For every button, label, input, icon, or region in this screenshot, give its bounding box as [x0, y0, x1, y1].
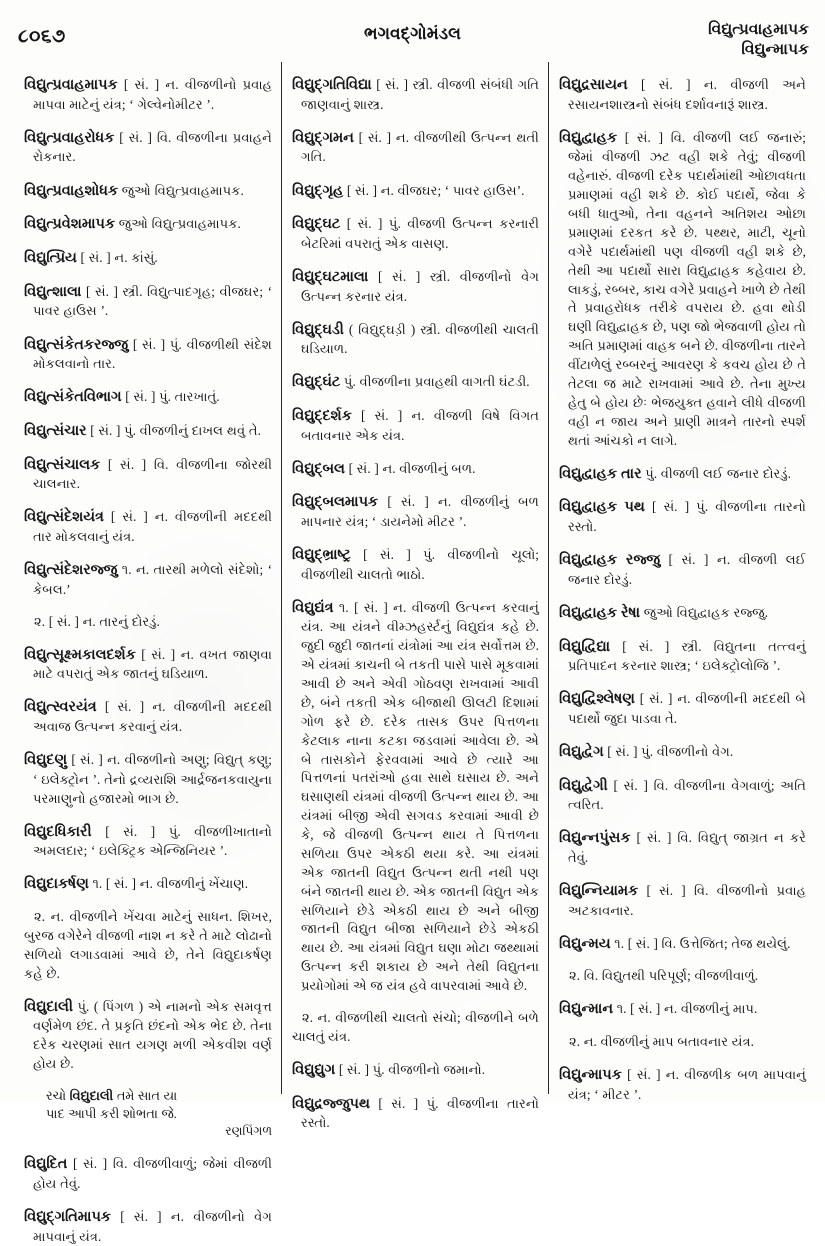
dictionary-entry	[24, 248, 272, 269]
dictionary-entry	[24, 128, 272, 167]
dictionary-column-2	[281, 62, 548, 1131]
dictionary-entry	[24, 697, 272, 736]
entry-definition: [ સં. ] વિ. વીજળીના વેગવાળું; અતિ ત્વરિત.	[567, 777, 806, 813]
dictionary-entry	[292, 75, 539, 114]
running-head	[0, 14, 825, 60]
entry-headword: વિદ્યુત્સ્વરયંત્ર	[24, 699, 97, 716]
entry-headword: વિદ્યુદ્બલમાપક	[291, 494, 379, 511]
dictionary-entry	[292, 598, 539, 996]
entry-definition: [ સં. ] વિ. વીજળીનો પ્રવાહ અટકાવનાર.	[567, 882, 806, 918]
entry-sense-continuation: ૨. [ સં. ] ન. તારનું દોરડું.	[34, 613, 160, 629]
dictionary-entry	[24, 1207, 272, 1246]
dictionary-entry	[559, 999, 806, 1020]
dictionary-entry	[24, 874, 272, 895]
entry-definition: [ સં. ] ન. વીજળીનું બળ.	[344, 460, 476, 476]
entry-definition: ૧. [ સં. ] ન. વીજળીનું ખેંચાણ.	[88, 876, 249, 892]
entry-headword: વિદ્યુદ્દર્શક	[291, 408, 352, 425]
dictionary-entry	[559, 776, 806, 815]
dictionary-entry	[24, 181, 272, 202]
entry-headword: વિદ્યુદાલી	[24, 998, 73, 1015]
page-number: ૮૦૬૭	[18, 26, 66, 47]
entry-headword: વિદ્યુત્શાલા	[24, 283, 82, 300]
book-title: ભગવદ્ગોમંડલ	[364, 24, 461, 43]
dictionary-entry	[24, 214, 272, 235]
entry-headword: વિદ્યુત્સંચાલક	[24, 456, 101, 473]
dictionary-entry	[24, 997, 272, 1074]
entry-definition: [ સં. ] પું. વીજળીનો ચૂલો; વીજળીથી ચાલતો ભાઠો.	[300, 547, 539, 582]
entry-headword: વિદ્યુદ્વાહક	[558, 129, 618, 146]
dictionary-entry	[292, 459, 539, 480]
entry-headword: વિદ્યુત્સૂક્ષ્મકાલદર્શક	[24, 646, 136, 663]
entry-definition: [ સં. ] ન. વીજળી લઈ જનાર દોરડું.	[567, 552, 806, 587]
entry-headword: વિદ્યુદ્રસાયન	[558, 77, 628, 94]
entry-headword: વિદ્યુન્નિયામક	[558, 882, 639, 899]
dictionary-entry	[292, 214, 539, 253]
entry-headword: વિદ્યુત્પ્રવેશમાપક	[24, 216, 116, 233]
entry-definition: [ સં. ] સ્ત્રી. વિદ્યુત્પાદગૃહ; વીજઘર; ‘ પાવર હાઉસ ’.	[33, 283, 272, 319]
entry-headword: વિદ્યુદ્ઘંટ	[291, 374, 341, 391]
entry-headword: વિદ્યુદ્વાહક રેષા	[558, 604, 641, 621]
dictionary-entry	[292, 181, 539, 202]
dictionary-entry	[292, 1060, 539, 1081]
verse-line-2: પાદ આપી કરી શોભતા જે.	[46, 1107, 177, 1122]
entry-headword: વિદ્યુદ્ગમન	[291, 129, 354, 146]
entry-definition: ( વિદ્યુદ્ઘડ઼ી ) સ્ત્રી. વીજળીથી ચાલતી ઘડિયાળ.	[300, 321, 539, 357]
dictionary-entry	[24, 645, 272, 684]
dictionary-entry	[24, 282, 272, 321]
dictionary-entry	[24, 822, 272, 861]
entry-definition: [ સં. ] પું. વીજળીના તારનો રસ્તો.	[567, 499, 806, 534]
verse-prefix: રચો	[46, 1088, 70, 1103]
dictionary-entry	[292, 492, 539, 531]
dictionary-entry	[559, 934, 806, 955]
entry-headword: વિદ્યુદ્વિશ્લેષણ	[558, 691, 635, 708]
entry-definition: [ સં. ] વિ. વિદ્યુત્ જાગ્રત ન કરે તેવું.	[567, 830, 806, 865]
entry-verse-quotation	[24, 1087, 272, 1141]
entry-headword: વિદ્યુદ્વેગી	[558, 777, 608, 794]
dictionary-entry	[292, 320, 539, 359]
entry-definition: [ સં. ] ન. વીજળીનું બળ માપનાર યંત્ર; ‘ ડાયનેમો મીટર ’.	[300, 494, 539, 530]
entry-definition: ૧. ન. તારથી મળેલો સંદેશો; ‘ કેબલ.’	[33, 562, 272, 597]
entry-definition: [ સં. ] ન. વીજળીનો અણુ; વિદ્યુત્ કણુ; ‘ ઇલેક્ટ્રોન ’. તેનો દ્રવ્યરાશિ આર્દ્રજનકવાયુના પરમાણુનો હજારમો ભાગ છે.	[33, 752, 272, 806]
dictionary-entry	[292, 1094, 539, 1133]
entry-definition: ૧. [ સં. ] ન. વીજળી ઉત્પન્ન કરવાનું યંત્ર. આ યંત્રને વીમ્ઝહર્સ્ટનું વિદ્યુદ્યંત્ર કહે છે. જુદી જુદી જાતનાં યંત્રોમાં આ યંત્ર સર્વોત્તમ છે. એ યંત્રમાં કાચની બે તકતી પાસે પાસે મૂકવામાં આવી છે અને એવી ગોઠવણ રાખવામાં આવી છે, બંને તકતી એક બીજાથી ઊલટી દિશામાં ગોળ ફરે છે. દરેક તાસક ઉપર પિત્તળના કેટલાક નાના કટકા જડવામાં આવેલા છે. એ બે તાસકોને ફેરવવામાં આવે છે ત્યારે આ પિત્તળનાં પતરાંઓ હવા સાથે ઘસાય છે. અને ઘસાણથી યંત્રમાં વીજળી ઉત્પન્ન થાય છે. આ યંત્રમાં બીજી એવી સગવડ કરવામાં આવી છે કે, જે વીજળી ઉત્પન્ન થાય તે પિત્તળના સળિયા ઉપર એકઠી થયા કરે. આ યંત્રમાં એક જાતની વિદ્યુત ઉત્પન્ન થતી નથી પણ બંને જાતની થાય છે. એક જાતની વિદ્યુત એક સળિયાને છેડે એકઠી થાય છે અને બીજી જાતની વિદ્યુત બીજા સળિયાને છેડે એકઠી થાય છે. આ યંત્રમાં વિદ્યુત ઘણા મોટા જથ્થામાં ઉત્પન્ન કરી શકાય છે અને તેથી વિદ્યુતના પ્રયોગોમાં એ જ યંત્ર હવે વાપરવામાં આવે છે.	[300, 599, 539, 993]
dictionary-entry	[559, 128, 806, 451]
entry-headword: વિદ્યુત્સંકેતવિભાગ	[24, 389, 122, 406]
entry-definition: [ સં. ] ન. વીજળીનો વેગ માપવાનું યંત્ર.	[33, 1208, 272, 1244]
entry-headword: વિદ્યુત્સંદેશરજ્જુ	[24, 562, 118, 579]
entry-definition: [ સં. ] સ્ત્રી. વિદ્યુતના તત્ત્વનું પ્રતિપાદન કરનાર શાસ્ત્ર; ‘ ઇલેક્ટ્રોલોજિ ’.	[567, 638, 806, 674]
entry-definition: [ સં. ] ન. વીજળીથી ઉત્પન્ન થતી ગતિ.	[300, 129, 539, 165]
entry-headword: વિદ્યુદધિકારી	[24, 823, 92, 840]
guide-word-first: વિદ્યુત્પ્રવાહમાપક	[708, 21, 809, 38]
dictionary-entry	[559, 497, 806, 536]
entry-headword: વિદ્યુન્મય	[558, 935, 611, 952]
entry-definition: [ સં. ] પું. વીજળીનું દાખલ થવું તે.	[86, 422, 261, 438]
entry-definition: [ સં. ] પું. વીજળીખાતાનો અમલદાર; ‘ ઇલેક્ટ્રિક એન્જિનિયર ’.	[33, 823, 272, 859]
dictionary-entry	[24, 335, 272, 374]
dictionary-entry	[24, 387, 272, 408]
entry-headword: વિદ્યુદ્ઘટ	[291, 216, 341, 233]
dictionary-entry	[24, 75, 272, 114]
dictionary-entry	[559, 1065, 806, 1104]
dictionary-entry	[292, 372, 539, 393]
dictionary-column-3	[548, 62, 815, 1102]
entry-definition: [ સં. ] પું. વીજળી ઉત્પન્ન કરનારી બેટરિમાં વપરાતું એક વાસણ.	[300, 216, 539, 251]
entry-definition: [ સં. ] ન. વીજળી વિષે વિગત બતાવનાર એક યંત્ર.	[300, 408, 539, 443]
entry-definition: [ સં. ] વિ. વીજળી લઈ જનારું; જેમાં વીજળી ઝટ વહી શકે તેવું; વીજળી વહેનારું. વીજળી દરેક પદાર્થમાંથી ઓછાવધતા પ્રમાણમાં વહી શકે છે. કોઈ પદાર્થે, જેવા કે બધી ધાતુઓ, તેના વહનને અતિશય ઓછા પ્રમાણમાં દરકત કરે છે. પથ્થર, માટી, ચૂનો વગેરે પદાર્થમાંથી પણ વીજળી વહી શકે છે, તેથી આ પદાર્થો સારા વિદ્યુદ્વાહક કહેવાય છે. લાકડું, રબ્બર, કાચ વગેરે પ્રવાહને ખાળે છે તેથી તે પ્રવાહરોધક તરીકે વપરાય છે. હવા થોડી ઘણી વિદ્યુદ્વાહક છે, પણ જો ભેજવાળી હોય તો અતિ પ્રમાણમાં વાહક બને છે. વીજળીના તારને વીંટાળેલું રબ્બરનું આવરણ કે કવચ હોય છે તે તેટલા જ માટે રાખવામાં આવે છે. તેના મુખ્ય હેતુ બે હોય છેઃ ભેજયુક્ત હવાને લીધે વીજળી વહી ન જાય અને પ્રાણી માત્રને તારનો સ્પર્શ થતાં આંચકો ન લાગે.	[567, 129, 806, 448]
entry-definition: [ સં. ] ન. વીજળીની મદદથી બે પદાર્થો જુદા પાડવા તે.	[567, 691, 806, 726]
entry-headword: વિદ્યુદ્બલ	[291, 460, 345, 477]
entry-definition: પું. વીજળી લઈ જનાર દોરડું.	[641, 465, 791, 481]
entry-definition: [ સં. ] ન. વીજઘર; ‘ પાવર હાઉસ’.	[343, 182, 525, 198]
entry-definition: ૧. [ સં. ] વિ. ઉત્તેજિત; તેજ થયેલું.	[610, 935, 791, 951]
entry-headword: વિદ્યુત્સંકેતકરજ્જુ	[24, 336, 129, 353]
dictionary-entry	[559, 603, 806, 624]
entry-headword: વિદ્યુદ્ઘટમાલા	[291, 268, 369, 285]
entry-definition: [ સં. ] વિ. વીજળીના પ્રવાહને રોકનાર.	[33, 129, 272, 165]
entry-definition: [ સં. ] ન. વખત જાણવા માટે વપરાતું એક જાતનું ઘડિયાળ.	[33, 646, 272, 682]
entry-headword: વિદ્યુદ્યુગ	[291, 1062, 336, 1078]
dictionary-entry	[292, 406, 539, 445]
entry-definition: [ સં. ] પું. વીજળીથી સંદેશ મોકલવાનો તાર.	[33, 336, 272, 372]
entry-headword: વિદ્યુદ્ગતિમાપક	[24, 1208, 111, 1225]
dictionary-entry	[292, 545, 539, 584]
dictionary-entry	[559, 881, 806, 920]
entry-headword: વિદ્યુદ્ઘડી	[291, 321, 344, 338]
dictionary-entry	[24, 507, 272, 546]
entry-definition: [ સં. ] સ્ત્રી. વીજળીનો વેગ ઉત્પન્ન કરનાર યંત્ર.	[300, 268, 539, 304]
entry-definition: પું. ( પિંગળ ) એ નામનો એક સમવૃત્ત વર્ણમેળ છંદ. તે પ્રકૃતિ છંદનો એક ભેદ છે. તેના દરેક ચરણમાં સાત યગણ મળી એકવીશ વર્ણ હોય છે.	[33, 998, 272, 1072]
entry-definition: [ સં. ] સ્ત્રી. વીજળી સંબંધી ગતિ જાણવાનું શાસ્ત્ર.	[300, 77, 539, 112]
verse-headword: વિદ્યુદાલી	[69, 1088, 114, 1103]
guide-word-last: વિદ્યુન્માપક	[741, 40, 809, 58]
dictionary-entry	[559, 550, 806, 589]
entry-headword: વિદ્યુદ્યંત્ર	[291, 599, 334, 616]
dictionary-entry	[559, 742, 806, 763]
dictionary-entry	[292, 128, 539, 167]
entry-headword: વિદ્યુન્માન	[558, 1001, 614, 1018]
entry-headword: વિદ્યુત્પ્રિય	[24, 250, 77, 267]
entry-sense-continuation: ૨. ન. વીજળીને ખેંચવા માટેનું સાધન. શિખર, બુરજ વગેરેને વીજળી નાશ ન કરે તે માટે લોઢાનો સળિયો લગાડવામાં આવે છે, તેને વિદ્યુદાકર્ષણ કહે છે.	[24, 909, 272, 981]
entry-sense-continuation: ૨. ન. વીજળીથી ચાલતો સંચો; વીજળીને બળે ચાલતું યંત્ર.	[291, 1010, 539, 1044]
entry-headword: વિદ્યુદણુ	[24, 752, 68, 769]
entry-headword: વિદ્યુત્પ્રવાહશોધક	[24, 182, 118, 199]
entry-definition: પું. વીજળીના પ્રવાહથી વાગતી ઘંટડી.	[340, 374, 530, 390]
dictionary-entry	[24, 1154, 272, 1193]
dictionary-entry	[24, 421, 272, 442]
entry-headword: વિદ્યુદિત	[24, 1156, 68, 1173]
entry-definition: [ સં. ] ન. કાંસું.	[76, 250, 158, 266]
entry-definition: [ સં. ] પું. વીજળીનો વેગ.	[603, 743, 734, 759]
column-container	[14, 62, 815, 1244]
entry-definition: [ સં. ] પું. તારખાતું.	[121, 389, 220, 405]
dictionary-entry	[559, 637, 806, 676]
entry-headword: વિદ્યુદ્વિદ્યા	[558, 638, 611, 655]
entry-headword: વિદ્યુદાકર્ષણ	[24, 876, 89, 893]
entry-headword: વિદ્યુદ્વાહક પથ	[558, 499, 645, 516]
entry-definition: [ સં. ] પું. વીજળીનો જમાનો.	[335, 1062, 486, 1077]
entry-headword: વિદ્યુદ્ગતિવિદ્યા	[291, 77, 372, 94]
dictionary-entry	[559, 828, 806, 867]
dictionary-entry	[559, 75, 806, 114]
entry-definition: [ સં. ] ન. વીજળીનો પ્રવાહ માપવા માટેનું યંત્ર; ‘ ગેલ્વેનોમીટર ’.	[33, 77, 272, 112]
dictionary-entry	[24, 560, 272, 599]
verse-attribution: રણપિંગળ	[225, 1124, 272, 1139]
entry-headword: વિદ્યુદ્રજ્જુપથ	[291, 1095, 370, 1112]
entry-definition: [ સં. ] ન. વીજળી અને રસાયનશાસ્ત્રનો સંબંધ દર્શાવનારૂં શાસ્ત્ર.	[567, 77, 806, 112]
entry-definition: [ સં. ] પું. વીજળીના તારનો રસ્તો.	[300, 1095, 539, 1131]
entry-definition: [ સં. ] ન. વીજળીક બળ માપવાનું યંત્ર; ‘ મીટર ’.	[567, 1067, 806, 1102]
entry-definition: [ સં. ] ન. વીજળીની મદદથી અવાજ ઉત્પન્ન કરવાનું યંત્ર.	[33, 699, 272, 734]
guide-words	[708, 20, 809, 60]
entry-headword: વિદ્યુત્સંદેશયંત્ર	[24, 509, 104, 526]
entry-headword: વિદ્યુદ્વાહક રજ્જુ	[558, 552, 660, 569]
entry-headword: વિદ્યુદ્વાહક તાર	[558, 465, 642, 482]
entry-headword: વિદ્યુત્પ્રવાહમાપક	[24, 77, 118, 94]
dictionary-entry	[559, 689, 806, 728]
dictionary-entry	[24, 750, 272, 808]
dictionary-entry	[559, 464, 806, 485]
entry-sense-continuation: ૨. ન. વીજળીનું માપ બતાવનાર યંત્ર.	[568, 1034, 754, 1050]
entry-definition: [ સં. ] વિ. વીજળીના જોરથી ચાલનાર.	[33, 456, 272, 492]
entry-definition: [ સં. ] વિ. વીજળીવાળું; જેમાં વીજળી હોય તેવું.	[33, 1156, 272, 1191]
entry-definition: જુઓ વિદ્યુત્પ્રવાહમાપક.	[115, 216, 241, 232]
entry-headword: વિદ્યુન્નપુંસક	[558, 830, 631, 847]
entry-definition: જુઓ વિદ્યુદ્વાહક રજ્જુ.	[640, 604, 769, 620]
verse-line-1: તમે સાત યા	[113, 1088, 178, 1103]
dictionary-column-1	[14, 62, 281, 1244]
entry-headword: વિદ્યુત્પ્રવાહરોધક	[24, 129, 115, 146]
entry-headword: વિદ્યુદ્વેગ	[558, 743, 604, 760]
dictionary-entry	[292, 267, 539, 306]
dictionary-entry	[24, 455, 272, 494]
entry-sense-continuation: ૨. વિ. વિદ્યુતથી પરિપૂર્ણ; વીજળીવાળું.	[568, 968, 759, 984]
entry-headword: વિદ્યુન્માપક	[558, 1067, 622, 1084]
entry-headword: વિદ્યુત્સંચાર	[24, 422, 87, 439]
entry-definition: [ સં. ] ન. વીજળીની મદદથી તાર મોકલવાનું યંત્ર.	[33, 509, 272, 544]
entry-definition: જુઓ વિદ્યુત્પ્રવાહમાપક.	[118, 182, 244, 198]
entry-headword: વિદ્યુદ્ભ્રાષ્ટ્ર	[291, 547, 351, 564]
entry-definition: ૧. [ સં. ] ન. વીજળીનું માપ.	[613, 1001, 758, 1017]
entry-headword: વિદ્યુદ્ગૃહ	[291, 182, 344, 199]
